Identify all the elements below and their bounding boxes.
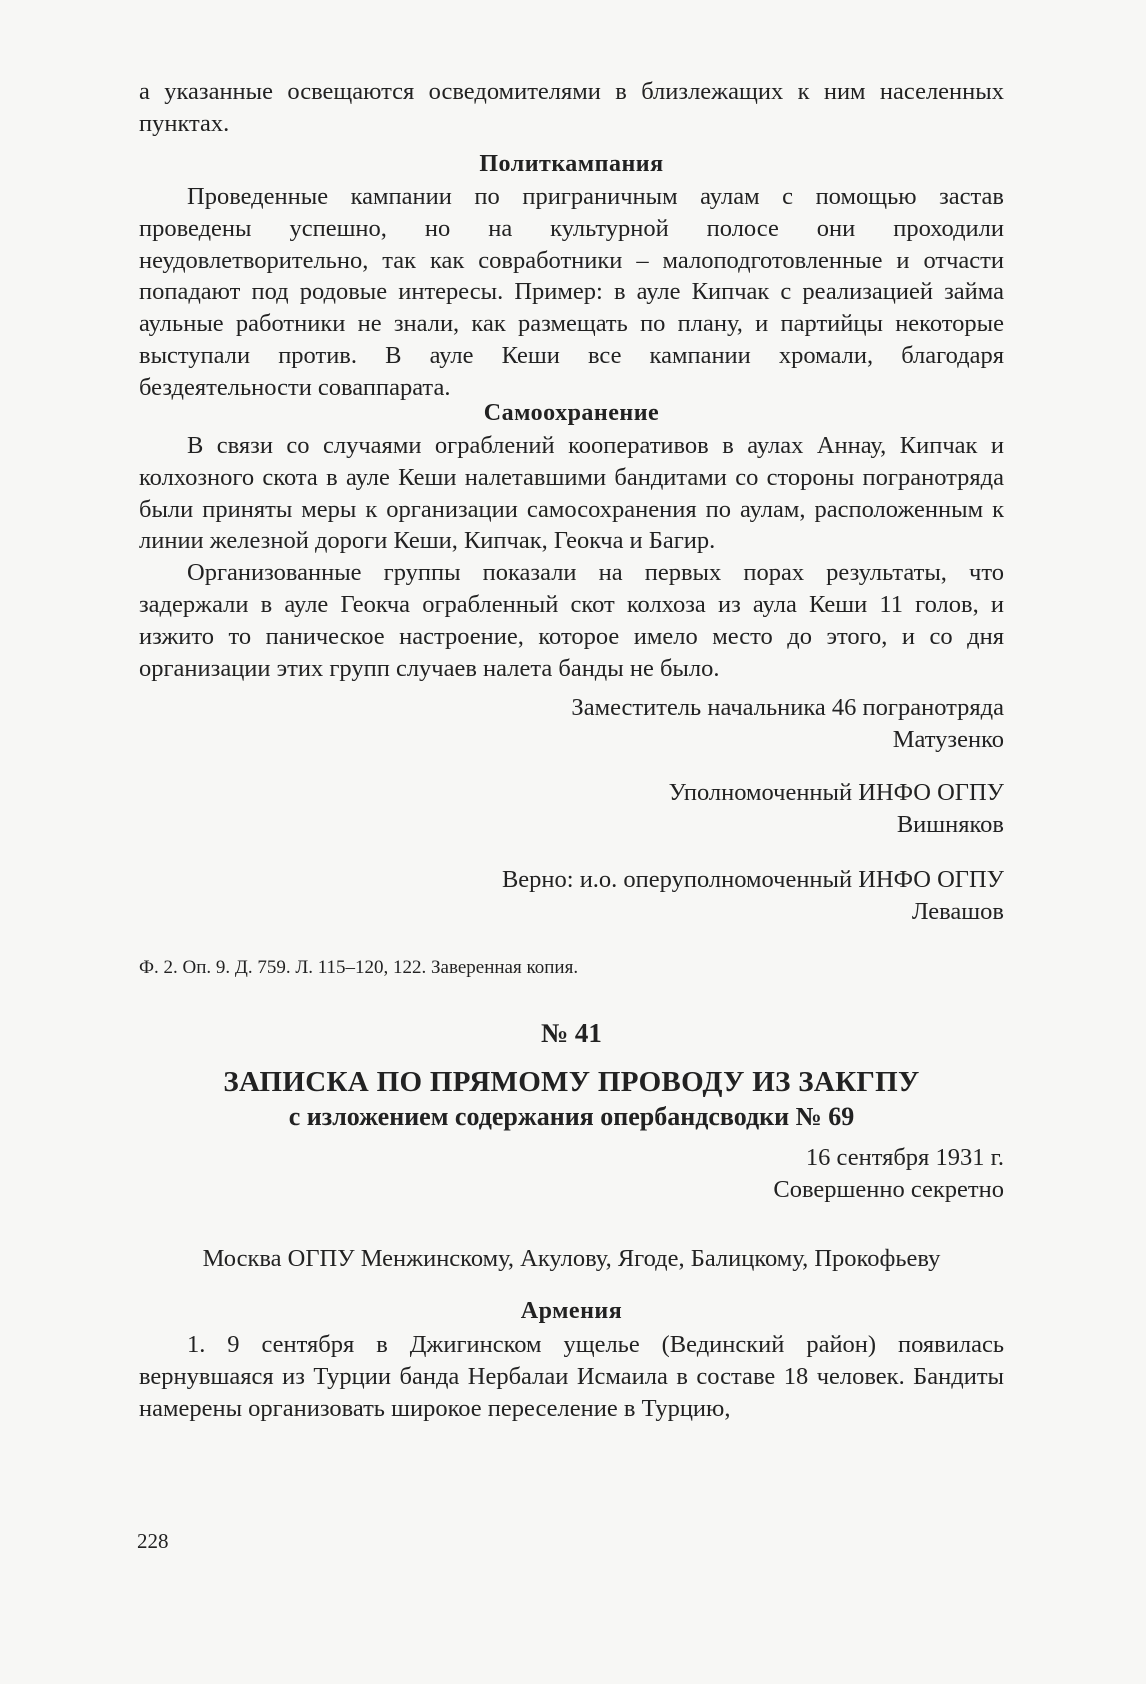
signature-title: Заместитель начальника 46 погранотряда [571, 694, 1004, 721]
section-samookhranenie [139, 398, 1004, 684]
document-addressee-block [139, 1243, 1004, 1275]
section-paragraph: Проведенные кампании по приграничным аулам с помощью застав проведены успешно, но на культурной полосе они проходили неудовлетворительно, так как совработники – малоподготовленные и отчасти попадают под родовые интересы. Пример: в ауле Кипчак с реализацией займа аульные работники не знали, как размещать по плану, и партийцы некоторые выступали против. В ауле Кеши все кампании хромали, благодаря бездеятельности соваппарата. [139, 183, 1004, 401]
intro-paragraph: а указанные освещаются осведомителями в близлежащих к ним населенных пунктах. [139, 78, 1004, 137]
signature-name: Левашов [911, 897, 1004, 925]
signature-name: Вишняков [896, 810, 1004, 838]
signature-block [139, 864, 1004, 928]
section-heading: Политкампания [479, 151, 664, 177]
document-date: 16 сентября 1931 г. [805, 1144, 1004, 1171]
continued-text [139, 76, 1004, 140]
signature-block [139, 692, 1004, 756]
document-meta [139, 1142, 1004, 1206]
document-number: № 41 [541, 1018, 602, 1048]
section-politkampaniya [139, 149, 1004, 404]
section-armeniya [139, 1296, 1004, 1424]
signature-block [139, 777, 1004, 841]
signature-name: Матузенко [892, 725, 1004, 753]
document-header [139, 1016, 1004, 1134]
document-addressee: Москва ОГПУ Менжинскому, Акулову, Ягоде, Балицкому, Прокофьеву [202, 1245, 941, 1272]
section-paragraph: Организованные группы показали на первых порах результаты, что задержали в ауле Геокча ограбленный скот колхоза из аула Кеши 11 голов, и изжито то паническое настроение, которое имело место до этого, и со дня организации этих групп случаев налета банды не было. [139, 559, 1004, 682]
document-subtitle: с изложением содержания опербандсводки № 69 [288, 1102, 855, 1131]
source-note: Ф. 2. Оп. 9. Д. 759. Л. 115–120, 122. Заверенная копия. [139, 957, 579, 978]
section-paragraph: В связи со случаями ограблений кооперативов в аулах Аннау, Кипчак и колхозного скота в ауле Кеши налетавшими бандитами со стороны погранотряда были приняты меры к организации самосохранения по аулам, расположенным к линии железной дороги Кеши, Кипчак, Геокча и Багир. [139, 432, 1004, 555]
signature-title: Уполномоченный ИНФО ОГПУ [668, 779, 1004, 806]
section-paragraph: 1. 9 сентября в Джигинском ущелье (Вединский район) появилась вернувшаяся из Турции банда Нербалаи Исмаила в составе 18 человек. Бандиты намерены организовать широкое переселение в Турцию, [139, 1331, 1004, 1422]
page-number: 228 [137, 1529, 169, 1553]
document-classification: Совершенно секретно [773, 1175, 1004, 1203]
section-heading: Армения [520, 1298, 623, 1324]
signature-title: Верно: и.о. оперуполномоченный ИНФО ОГПУ [501, 866, 1004, 893]
archive-source [139, 956, 1004, 980]
section-heading: Самоохранение [483, 400, 660, 426]
document-title: ЗАПИСКА ПО ПРЯМОМУ ПРОВОДУ ИЗ ЗАКГПУ [223, 1066, 920, 1098]
